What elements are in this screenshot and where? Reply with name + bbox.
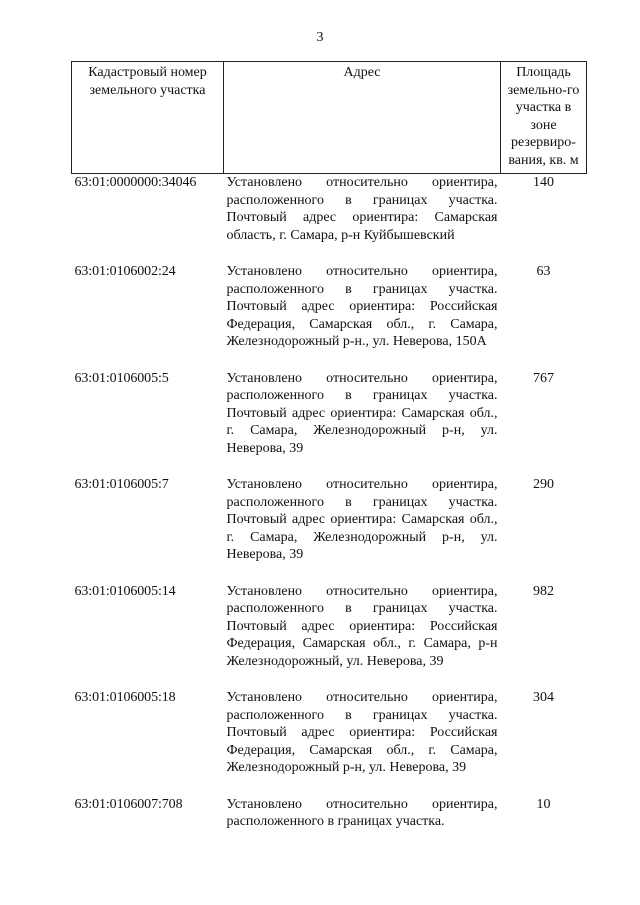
table-row: [72, 476, 587, 583]
area-cell: 140: [533, 175, 554, 190]
cadastral-number: 63:01:0106005:18: [74, 690, 176, 705]
header-area: Площадь земельно-го участка в зоне резервиро-вания, кв. м: [501, 62, 587, 174]
address-cell: Установлено относительно ориентира, расположенного в границах участка. Почтовый адрес ориентира: Самарская обл., г. Самара, Железнодорожный р-н, ул. Неверова, 39: [226, 370, 498, 456]
address-cell: Установлено относительно ориентира, расположенного в границах участка. Почтовый адрес ориентира: Самарская область, г. Самара, р-н Куйбышевский: [226, 175, 498, 243]
table-header-row: [72, 62, 587, 174]
table-row: [72, 796, 587, 850]
header-cadastral: Кадастровый номер земельного участка: [72, 62, 224, 174]
page-number: 3: [316, 30, 324, 45]
address-cell: Установлено относительно ориентира, расположенного в границах участка. Почтовый адрес ориентира: Российская Федерация, Самарская обл., г. Самара, Железнодорожный р-н., ул. Неверова, 150А: [226, 264, 498, 349]
table-row: [72, 370, 587, 477]
cadastral-number: 63:01:0000000:34046: [74, 175, 197, 190]
cadastral-number: 63:01:0106005:5: [74, 370, 169, 386]
area-cell: 10: [536, 796, 551, 812]
table-row: [72, 263, 587, 370]
cadastral-number: 63:01:0106007:708: [74, 796, 183, 812]
area-cell: 767: [533, 370, 554, 386]
cadastral-number: 63:01:0106002:24: [74, 264, 176, 279]
cadastral-number: 63:01:0106005:7: [74, 477, 169, 492]
table-row: [72, 689, 587, 796]
header-address: Адрес: [224, 62, 501, 174]
address-cell: Установлено относительно ориентира, расположенного в границах участка. Почтовый адрес ориентира: Российская Федерация, Самарская обл., г. Самара, Железнодорожный р-н, ул. Неверова, 39: [226, 690, 498, 775]
address-cell: Установлено относительно ориентира, расположенного в границах участка. Почтовый адрес ориентира: Российская Федерация, Самарская обл., г. Самара, р-н Железнодорожный, ул. Неверова, 39: [226, 583, 498, 669]
table-row: [72, 174, 587, 264]
address-cell: Установлено относительно ориентира, расположенного в границах участка. Почтовый адрес ориентира: Самарская обл., г. Самара, Железнодорожный р-н, ул. Неверова, 39: [226, 477, 498, 562]
area-cell: 63: [536, 264, 551, 279]
table-row: [72, 583, 587, 690]
area-cell: 290: [533, 477, 554, 492]
cadastral-number: 63:01:0106005:14: [74, 583, 176, 599]
address-cell: Установлено относительно ориентира, расположенного в границах участка.: [226, 796, 498, 829]
cadastral-table: [71, 61, 587, 850]
area-cell: 982: [533, 583, 554, 599]
area-cell: 304: [533, 690, 554, 705]
